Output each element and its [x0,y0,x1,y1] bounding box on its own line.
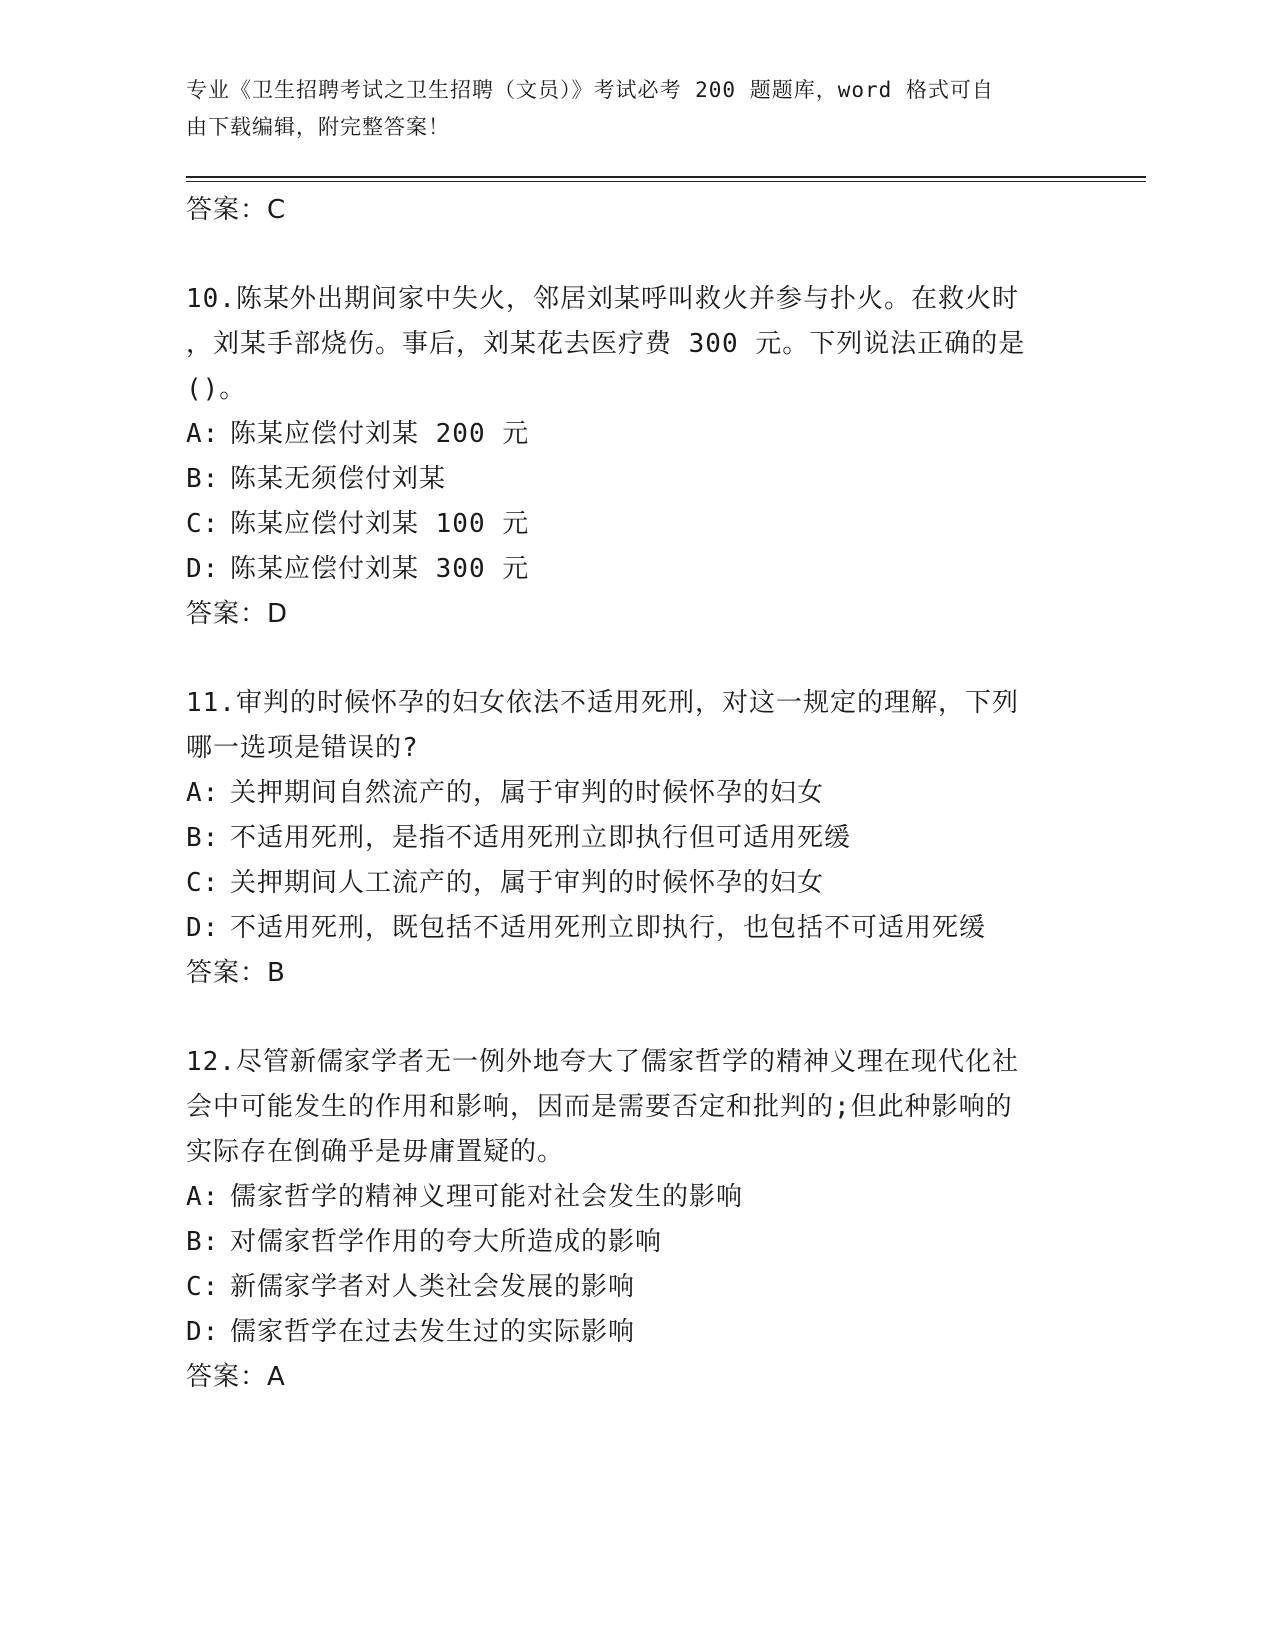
option-key: C: [186,509,220,539]
header-line-1: 专业《卫生招聘考试之卫生招聘（文员）》考试必考 200 题题库，word 格式可自 [186,78,994,102]
answer: 答案：B [186,958,286,988]
question-text-line: ，刘某手部烧伤。事后，刘某花去医疗费 300 元。下列说法正确的是 [186,329,1026,359]
question-12 [186,1040,1086,1399]
option-d [186,1310,1086,1355]
option-text: 对儒家哲学作用的夸大所造成的影响 [230,1227,663,1257]
option-b [186,1220,1086,1265]
question-text-line: 会中可能发生的作用和影响，因而是需要否定和批判的;但此种影响的 [186,1092,1013,1122]
question-text-line: 10.陈某外出期间家中失火，邻居刘某呼叫救火并参与扑火。在救火时 [186,284,1019,314]
option-key: C: [186,1272,220,1302]
option-text: 陈某应偿付刘某 100 元 [230,509,530,539]
question-10 [186,277,1086,636]
header-line-2: 由下载编辑，附完整答案！ [186,115,450,139]
option-key: C: [186,868,220,898]
option-text: 儒家哲学的精神义理可能对社会发生的影响 [230,1182,744,1212]
option-d [186,547,1086,592]
question-text-line: 12.尽管新儒家学者无一例外地夸大了儒家哲学的精神义理在现代化社 [186,1047,1019,1077]
answer: 答案：D [186,599,289,629]
question-text-line: 实际存在倒确乎是毋庸置疑的。 [186,1137,565,1167]
option-text: 新儒家学者对人类社会发展的影响 [230,1272,636,1302]
page-content [186,188,1086,1399]
option-text: 陈某应偿付刘某 300 元 [230,554,530,584]
option-c [186,1265,1086,1310]
option-text: 关押期间自然流产的，属于审判的时候怀孕的妇女 [230,778,825,808]
previous-answer: 答案：C [186,195,287,225]
answer: 答案：A [186,1362,286,1392]
question-text-line: 11.审判的时候怀孕的妇女依法不适用死刑，对这一规定的理解，下列 [186,688,1019,718]
option-a [186,771,1086,816]
page-header [186,72,1066,146]
option-text: 儒家哲学在过去发生过的实际影响 [230,1317,636,1347]
option-text: 不适用死刑，是指不适用死刑立即执行但可适用死缓 [230,823,852,853]
option-key: A: [186,1182,220,1212]
option-text: 陈某应偿付刘某 200 元 [230,419,530,449]
question-text-line: 哪一选项是错误的? [186,733,419,763]
option-b [186,816,1086,861]
header-rule-thick [186,176,1146,178]
option-key: B: [186,464,220,494]
option-c [186,861,1086,906]
question-11 [186,681,1086,995]
option-d [186,906,1086,951]
option-key: D: [186,554,220,584]
option-text: 不适用死刑，既包括不适用死刑立即执行，也包括不可适用死缓 [230,913,987,943]
option-a [186,412,1086,457]
option-key: B: [186,823,220,853]
option-key: D: [186,913,220,943]
option-key: A: [186,419,220,449]
option-text: 陈某无须偿付刘某 [230,464,447,494]
option-key: D: [186,1317,220,1347]
option-key: A: [186,778,220,808]
option-c [186,502,1086,547]
option-b [186,457,1086,502]
question-text-line: ()。 [186,374,247,404]
option-text: 关押期间人工流产的，属于审判的时候怀孕的妇女 [230,868,825,898]
header-rule-thin [186,181,1146,182]
option-key: B: [186,1227,220,1257]
option-a [186,1175,1086,1220]
